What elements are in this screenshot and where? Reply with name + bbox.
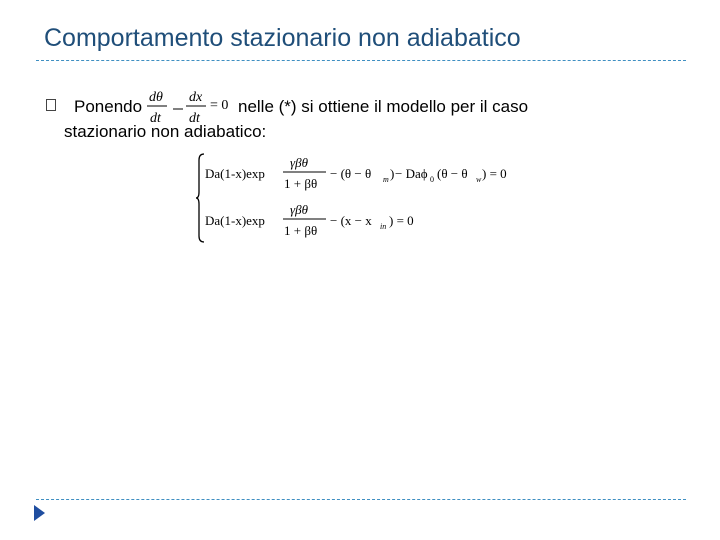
bullet-text-start: Ponendo [74, 97, 143, 116]
condition-den-right: dt [189, 111, 200, 126]
eq1-rhs: ) = 0 [482, 166, 507, 181]
eq1-extra-paren-sub: w [476, 175, 482, 184]
eq2-frac-den: 1 + βθ [284, 223, 318, 238]
bullet-text-continuation: nelle (*) si ottiene il modello per il caso [238, 97, 529, 116]
eq2-term: − (x − x [330, 213, 372, 228]
system-left-brace [196, 154, 204, 242]
slide-title: Comportamento stazionario non adiabatico [44, 24, 521, 52]
eq1-extra-paren: (θ − θ [437, 166, 468, 181]
eq1-frac-den: 1 + βθ [284, 176, 318, 191]
eq1-extra-sub: 0 [430, 175, 434, 184]
eq1-term-close: ) [390, 166, 395, 181]
eq1-term-sub: m [383, 175, 389, 184]
play-arrow-icon[interactable] [34, 505, 45, 521]
eq1-extra: − Daϕ [395, 166, 428, 181]
square-bullet-icon [46, 99, 56, 111]
eq2-term-sub: in [380, 222, 387, 231]
condition-num-right: dx [189, 90, 203, 105]
eq1-lead: Da(1-x)exp [205, 166, 265, 181]
eq2-lead: Da(1-x)exp [205, 213, 265, 228]
condition-rhs: = 0 [210, 98, 229, 113]
eq1-term: − (θ − θ [330, 166, 372, 181]
eq2-frac-num: γβθ [290, 202, 308, 217]
title-divider [36, 60, 686, 61]
footer-divider [36, 499, 686, 500]
condition-num-left: dθ [149, 90, 163, 105]
eq1-frac-num: γβθ [290, 155, 308, 170]
bullet-text-line2: stazionario non adiabatico: [64, 122, 267, 141]
condition-den-left: dt [150, 111, 161, 126]
steady-state-system [194, 150, 524, 246]
eq2-rhs: ) = 0 [389, 213, 414, 228]
